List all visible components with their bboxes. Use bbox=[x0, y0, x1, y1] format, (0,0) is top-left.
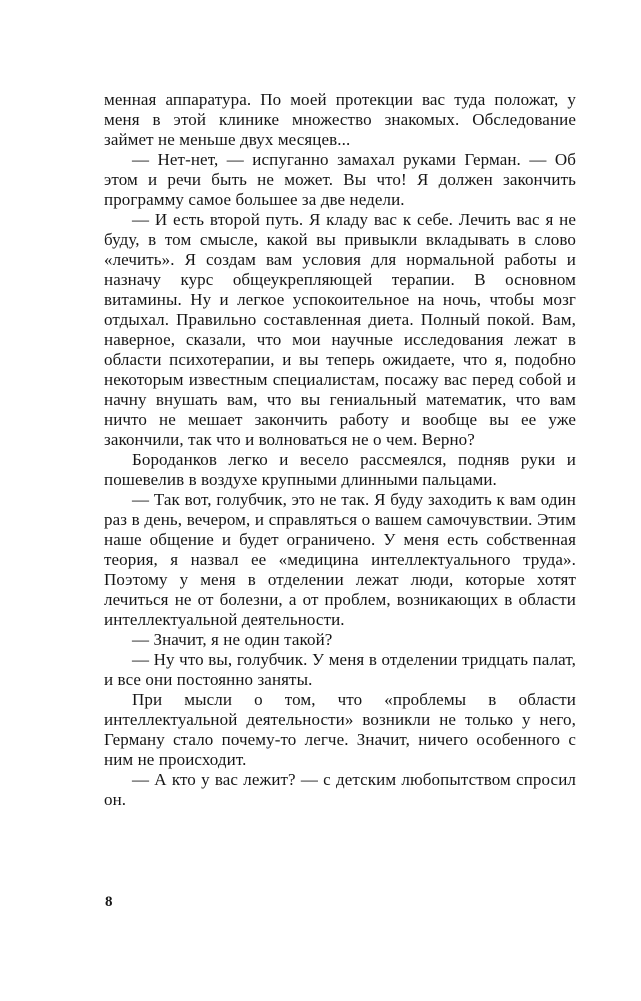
paragraph: — Нет-нет, — испуганно замахал руками Герман. — Об этом и речи быть не может. Вы что! Я должен закончить программу самое большее за две недели. bbox=[104, 150, 576, 209]
paragraph: — И есть второй путь. Я кладу вас к себе. Лечить вас я не буду, в том смысле, какой вы привыкли вкладывать в слово «лечить». Я создам вам условия для нормальной работы и назначу курс общеукрепляющей терапии. В основном витамины. Ну и легкое успокоительное на ночь, чтобы мозг отдыхал. Правильно составленная диета. Полный покой. Вам, наверное, сказали, что мои научные исследования лежат в области психотерапии, и вы теперь ожидаете, что я, подобно некоторым известным специалистам, посажу вас перед собой и начну внушать вам, что вы гениальный математик, что вам ничто не мешает закончить работу и вообще вы ее уже закончили, так что и волноваться не о чем. Верно? bbox=[104, 210, 576, 449]
paragraph: Бороданков легко и весело рассмеялся, подняв руки и пошевелив в воздухе крупными длинными пальцами. bbox=[104, 450, 576, 489]
page-number: 8 bbox=[105, 894, 113, 910]
page-text bbox=[104, 90, 576, 810]
paragraph: — Ну что вы, голубчик. У меня в отделении тридцать палат, и все они постоянно заняты. bbox=[104, 650, 576, 689]
paragraph: — А кто у вас лежит? — с детским любопытством спросил он. bbox=[104, 770, 576, 809]
paragraph: — Значит, я не один такой? bbox=[132, 630, 333, 649]
paragraph: — Так вот, голубчик, это не так. Я буду заходить к вам один раз в день, вечером, и справляться о вашем самочувствии. Этим наше общение и будет ограничено. У меня есть собственная теория, я назвал ее «медицина интеллектуального труда». Поэтому у меня в отделении лежат люди, которые хотят лечиться не от болезни, а от проблем, возникающих в области интеллектуальной деятельности. bbox=[104, 490, 576, 629]
paragraph: менная аппаратура. По моей протекции вас туда положат, у меня в этой клинике множество знакомых. Обследование займет не меньше двух месяцев... bbox=[104, 90, 576, 149]
paragraph: При мысли о том, что «проблемы в области интеллектуальной деятельности» возникли не только у него, Герману стало почему-то легче. Значит, ничего особенного с ним не происходит. bbox=[104, 690, 576, 769]
